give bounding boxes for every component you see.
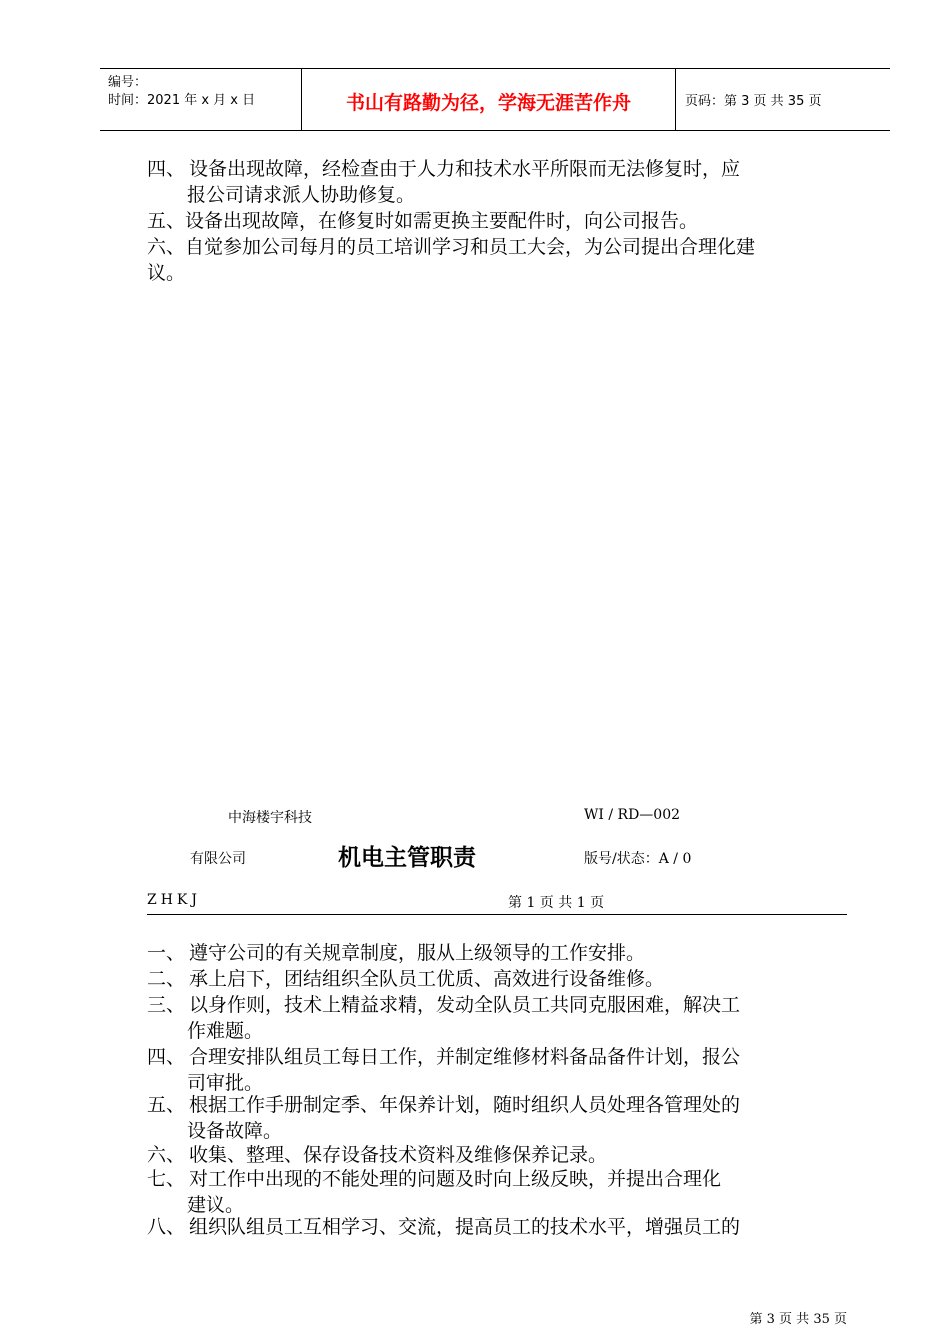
item-text: 组织队组员工互相学习、交流，提高员工的技术水平，增强员工的 [189, 1216, 741, 1238]
motto: 书山有路勤为径，学海无涯苦作舟 [345, 92, 631, 114]
duty-item-3 [147, 992, 849, 1044]
item-text: 以身作则，技术上精益求精，发动全队员工共同克服困难，解决工 [189, 994, 741, 1016]
company-name-line1: 中海楼宇科技 [228, 810, 312, 826]
item-text: 六、自觉参加公司每月的员工培训学习和员工大会，为公司提出合理化建 [147, 236, 756, 258]
item-continuation: 建议。 [187, 1194, 245, 1216]
document-title: 机电主管职责 [338, 845, 476, 871]
header-divider [147, 914, 847, 915]
duty-item-8 [147, 1214, 849, 1240]
item-number: 六、 [147, 1144, 186, 1166]
top-item-3 [147, 234, 849, 286]
duty-item-7 [147, 1166, 849, 1218]
item-text: 合理安排队组员工每日工作，并制定维修材料备品备件计划，报公 [189, 1046, 741, 1068]
header-page-cell [676, 69, 890, 130]
item-continuation: 议。 [147, 262, 186, 284]
item-number: 四、 [147, 1046, 186, 1068]
item-text: 对工作中出现的不能处理的问题及时向上级反映，并提出合理化 [189, 1168, 722, 1190]
item-number: 一、 [147, 942, 186, 964]
item-text: 承上启下，团结组织全队员工优质、高效进行设备维修。 [189, 968, 665, 990]
item-number: 四、 [147, 158, 186, 180]
company-abbr: ZHKJ [147, 892, 202, 908]
duty-item-5 [147, 1092, 849, 1144]
duty-item-4 [147, 1044, 849, 1096]
item-continuation: 报公司请求派人协助修复。 [187, 184, 416, 206]
header-motto-cell [302, 69, 676, 130]
code-label: 编号： [108, 75, 148, 90]
page-header [100, 68, 890, 131]
item-number: 五、 [147, 1094, 186, 1116]
date-label: 时间：2021 年 x 月 x 日 [108, 93, 256, 108]
top-item-1 [147, 156, 849, 208]
item-text: 遵守公司的有关规章制度，服从上级领导的工作安排。 [189, 942, 646, 964]
item-number: 八、 [147, 1216, 186, 1238]
document-code: WI / RD—002 [584, 807, 681, 823]
item-text: 设备出现故障，经检查由于人力和技术水平所限而无法修复时，应 [189, 158, 741, 180]
footer-page-number: 第 3 页 共 35 页 [749, 1312, 847, 1327]
item-continuation: 作难题。 [187, 1020, 264, 1042]
item-continuation: 司审批。 [187, 1072, 264, 1094]
page-info: 页码：第 3 页 共 35 页 [685, 94, 822, 109]
duty-item-6 [147, 1142, 849, 1168]
item-number: 三、 [147, 994, 186, 1016]
item-text: 根据工作手册制定季、年保养计划，随时组织人员处理各管理处的 [189, 1094, 741, 1116]
item-continuation: 设备故障。 [187, 1120, 283, 1142]
header-meta-cell [100, 69, 302, 130]
document-pages: 第 1 页 共 1 页 [508, 895, 605, 911]
duty-item-2 [147, 966, 849, 992]
item-text: 收集、整理、保存设备技术资料及维修保养记录。 [189, 1144, 608, 1166]
top-item-2 [147, 208, 849, 234]
duty-item-1 [147, 940, 849, 966]
company-name-line2: 有限公司 [190, 851, 246, 867]
document-version: 版号/状态：A / 0 [584, 851, 692, 867]
item-number: 二、 [147, 968, 186, 990]
item-text: 五、设备出现故障，在修复时如需更换主要配件时，向公司报告。 [147, 210, 699, 232]
item-number: 七、 [147, 1168, 186, 1190]
